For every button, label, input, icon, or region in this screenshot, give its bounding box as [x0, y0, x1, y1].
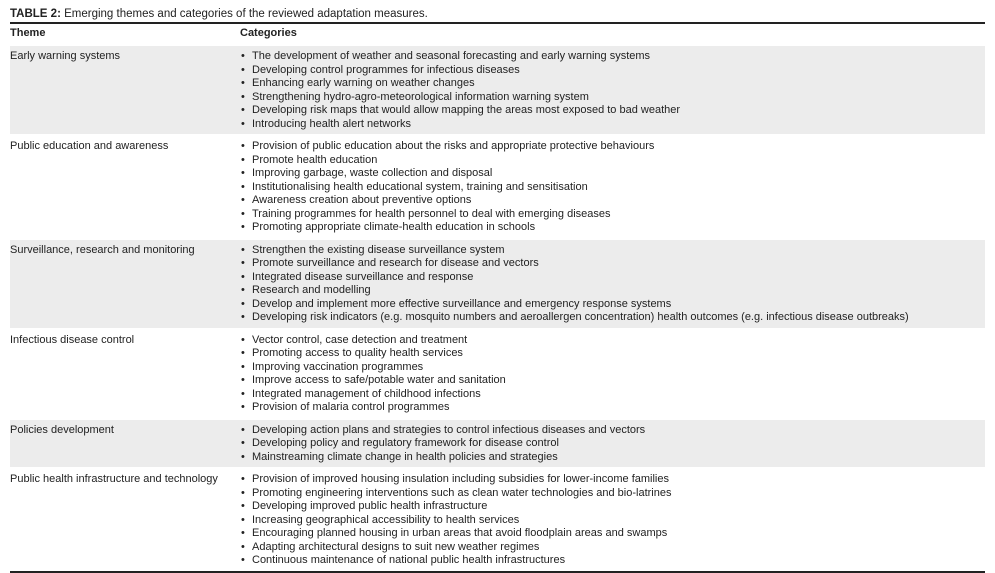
list-item: • Provision of malaria control programmes: [240, 401, 985, 415]
list-item: • Research and modelling: [240, 284, 985, 298]
theme-cell: Infectious disease control: [10, 329, 240, 419]
header-categories: Categories: [240, 24, 985, 45]
list-item: • Improving vaccination programmes: [240, 361, 985, 375]
list-item: • Develop and implement more effective surveillance and emergency response systems: [240, 298, 985, 312]
list-item: • Integrated disease surveillance and response: [240, 271, 985, 285]
categories-list: [240, 424, 985, 465]
theme-cell: Surveillance, research and monitoring: [10, 239, 240, 329]
list-item: • Developing policy and regulatory framework for disease control: [240, 437, 985, 451]
categories-list: [240, 473, 985, 568]
list-item: • Developing risk indicators (e.g. mosquito numbers and aeroallergen concentration) health outcomes (e.g. infectious disease outbreaks): [240, 311, 985, 325]
categories-cell: [240, 329, 985, 419]
categories-list: [240, 244, 985, 325]
list-item: • Integrated management of childhood infections: [240, 388, 985, 402]
list-item: • Increasing geographical accessibility to health services: [240, 514, 985, 528]
theme-cell: Public health infrastructure and technology: [10, 468, 240, 571]
table-container: [10, 7, 985, 573]
header-row: [10, 24, 985, 45]
list-item: • Introducing health alert networks: [240, 118, 985, 132]
list-item: • Enhancing early warning on weather changes: [240, 77, 985, 91]
categories-cell: [240, 135, 985, 239]
list-item: • Promote health education: [240, 154, 985, 168]
list-item: • Continuous maintenance of national public health infrastructures: [240, 554, 985, 568]
table-row: [10, 239, 985, 329]
table-row: [10, 419, 985, 469]
list-item: • Provision of improved housing insulation including subsidies for lower-income families: [240, 473, 985, 487]
themes-table: [10, 24, 985, 571]
list-item: • Adapting architectural designs to suit new weather regimes: [240, 541, 985, 555]
theme-cell: Public education and awareness: [10, 135, 240, 239]
list-item: • Developing risk maps that would allow mapping the areas most exposed to bad weather: [240, 104, 985, 118]
list-item: • Improving garbage, waste collection and disposal: [240, 167, 985, 181]
list-item: • Training programmes for health personnel to deal with emerging diseases: [240, 208, 985, 222]
list-item: • Awareness creation about preventive options: [240, 194, 985, 208]
categories-cell: [240, 468, 985, 571]
caption-label: TABLE 2:: [10, 8, 61, 20]
theme-cell: Early warning systems: [10, 45, 240, 135]
list-item: • Developing improved public health infrastructure: [240, 500, 985, 514]
list-item: • Promote surveillance and research for disease and vectors: [240, 257, 985, 271]
list-item: • Vector control, case detection and treatment: [240, 334, 985, 348]
list-item: • Strengthening hydro-agro-meteorological information warning system: [240, 91, 985, 105]
list-item: • The development of weather and seasonal forecasting and early warning systems: [240, 50, 985, 64]
list-item: • Developing control programmes for infectious diseases: [240, 64, 985, 78]
categories-list: [240, 140, 985, 235]
table-row: [10, 329, 985, 419]
list-item: • Promoting access to quality health services: [240, 347, 985, 361]
categories-cell: [240, 45, 985, 135]
table-caption: [10, 7, 985, 24]
categories-cell: [240, 239, 985, 329]
list-item: • Encouraging planned housing in urban areas that avoid floodplain areas and swamps: [240, 527, 985, 541]
table-row: [10, 468, 985, 571]
list-item: • Strengthen the existing disease surveillance system: [240, 244, 985, 258]
list-item: • Improve access to safe/potable water and sanitation: [240, 374, 985, 388]
categories-list: [240, 50, 985, 131]
categories-cell: [240, 419, 985, 469]
table-row: [10, 135, 985, 239]
theme-cell: Policies development: [10, 419, 240, 469]
list-item: • Mainstreaming climate change in health policies and strategies: [240, 451, 985, 465]
list-item: • Developing action plans and strategies to control infectious diseases and vectors: [240, 424, 985, 438]
list-item: • Institutionalising health educational system, training and sensitisation: [240, 181, 985, 195]
list-item: • Provision of public education about the risks and appropriate protective behaviours: [240, 140, 985, 154]
table-row: [10, 45, 985, 135]
list-item: • Promoting engineering interventions such as clean water technologies and bio-latrines: [240, 487, 985, 501]
categories-list: [240, 334, 985, 415]
header-theme: Theme: [10, 24, 240, 45]
list-item: • Promoting appropriate climate-health education in schools: [240, 221, 985, 235]
caption-text: Emerging themes and categories of the reviewed adaptation measures.: [60, 8, 428, 20]
